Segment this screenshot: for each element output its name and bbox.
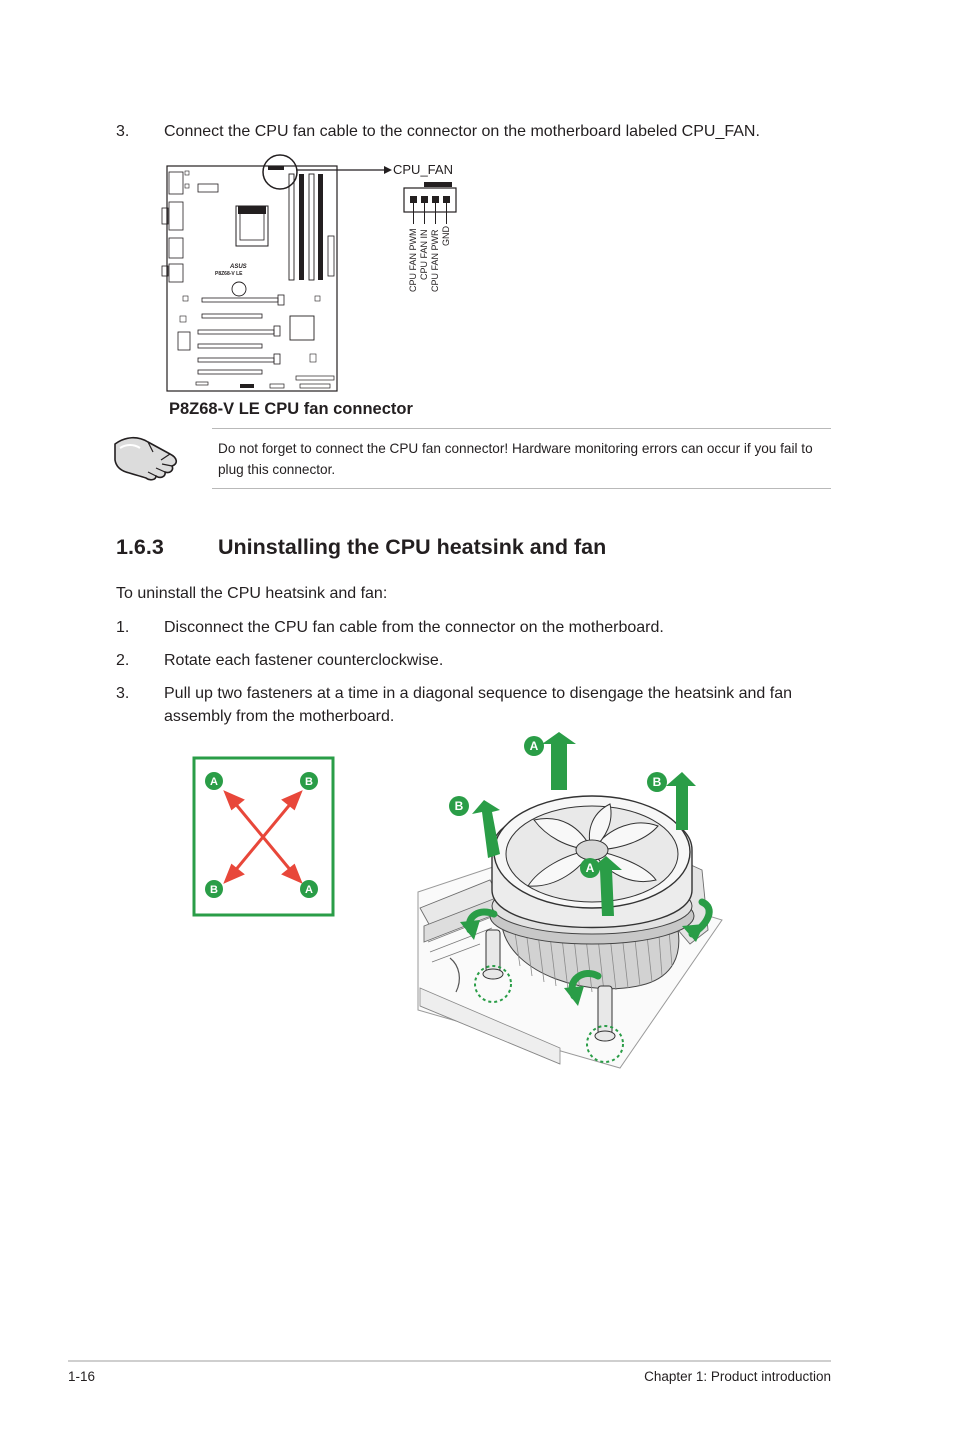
note-divider-bottom xyxy=(212,488,831,489)
note-text: Do not forget to connect the CPU fan connector! Hardware monitoring errors can occur if you fail to plug this connector. xyxy=(218,441,813,477)
chapter-title: Chapter 1: Product introduction xyxy=(644,1369,831,1384)
label-bottom-left: B xyxy=(210,884,218,896)
brand-mark: ASUS xyxy=(230,264,247,270)
figure-caption: P8Z68-V LE CPU fan connector xyxy=(169,400,413,418)
pin-label-gnd: GND xyxy=(441,226,451,246)
motherboard-connector-figure xyxy=(150,140,480,400)
pointing-hand-icon xyxy=(112,430,182,482)
pin-label-in: CPU FAN IN xyxy=(419,229,429,280)
diagonal-sequence-diagram xyxy=(192,756,336,918)
heatsink-removal-illustration xyxy=(410,730,730,1075)
step-text: Disconnect the CPU fan cable from the connector on the motherboard. xyxy=(164,619,664,636)
step-number: 2. xyxy=(116,652,130,669)
connector-label: CPU_FAN xyxy=(393,162,453,177)
uninstall-step-3 xyxy=(116,682,836,730)
heatsink-label-top-right: B xyxy=(652,775,662,789)
label-top-left: A xyxy=(210,776,218,788)
uninstall-step-2 xyxy=(116,649,836,673)
page-number: 1-16 xyxy=(68,1369,96,1384)
pin-label-pwr: CPU FAN PWR xyxy=(430,229,440,292)
section-number: 1.6.3 xyxy=(116,535,164,559)
heatsink-label-left: B xyxy=(454,799,464,813)
section-intro: To uninstall the CPU heatsink and fan: xyxy=(116,585,388,602)
footer-rule xyxy=(68,1360,831,1362)
heatsink-label-top-center: A xyxy=(529,739,539,753)
uninstall-step-1 xyxy=(116,616,836,640)
step-number: 1. xyxy=(116,619,130,636)
step-number: 3. xyxy=(116,685,130,702)
label-top-right: B xyxy=(305,776,313,788)
step-text: Pull up two fasteners at a time in a diagonal sequence to disengage the heatsink and fan assembly from the motherboard. xyxy=(164,685,792,725)
label-bottom-right: A xyxy=(305,884,313,896)
step-text: Connect the CPU fan cable to the connector on the motherboard labeled CPU_FAN. xyxy=(164,123,760,140)
heatsink-label-center: A xyxy=(585,861,595,875)
board-model-label: P8Z68-V LE xyxy=(215,271,243,277)
step-text: Rotate each fastener counterclockwise. xyxy=(164,652,444,669)
pin-label-pwm: CPU FAN PWM xyxy=(408,228,418,292)
note-divider-top xyxy=(212,428,831,429)
step-number: 3. xyxy=(116,123,130,140)
section-title: Uninstalling the CPU heatsink and fan xyxy=(218,535,607,559)
motherboard-outline xyxy=(167,166,337,391)
